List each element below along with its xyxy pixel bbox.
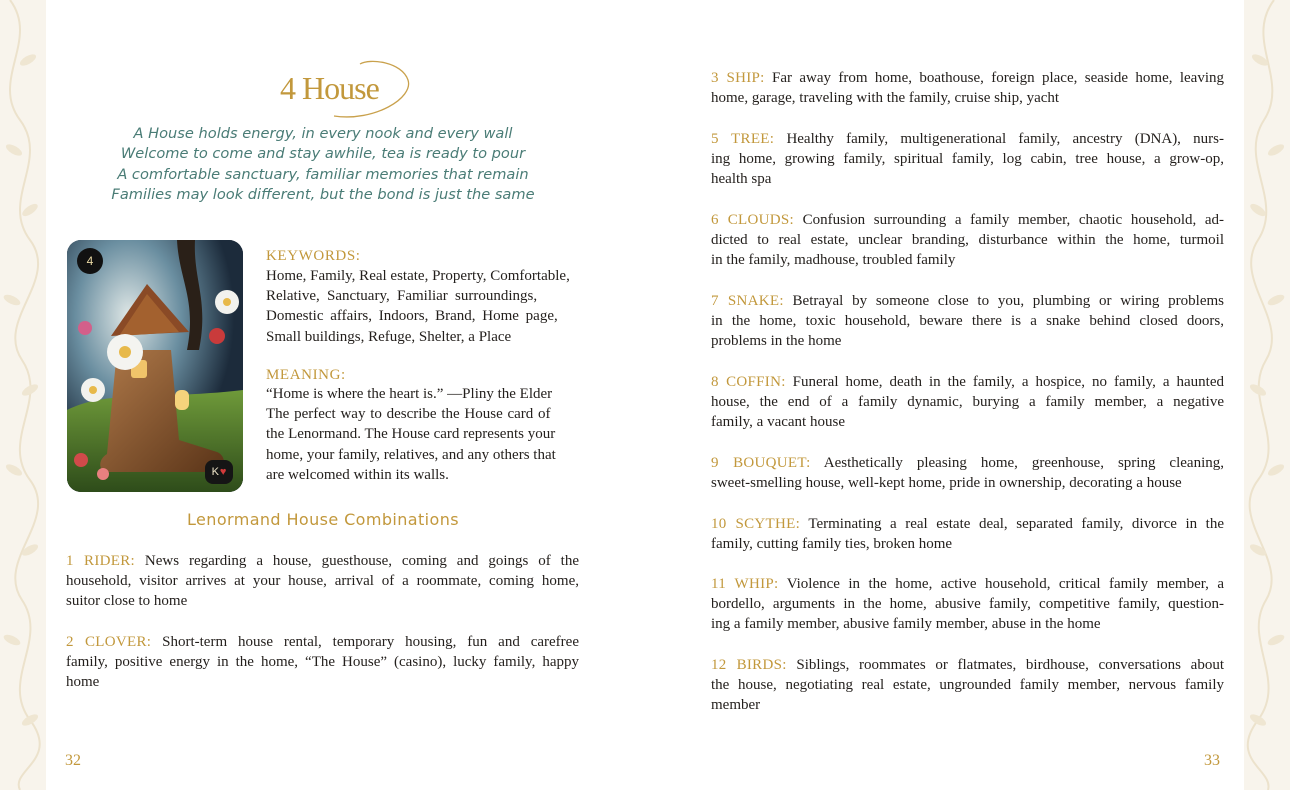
right-page <box>690 0 1244 790</box>
heart-suit-icon: ♥ <box>219 466 227 478</box>
meaning-line: home, your family, relatives, and any others that <box>266 446 556 463</box>
entry-line: ing a family member, abusive family member, abuse in the home <box>711 616 1101 633</box>
keywords-line: Domestic affairs, Indoors, Brand, Home page, <box>266 308 558 325</box>
combination-entry <box>711 655 1224 716</box>
combination-entry <box>66 632 579 693</box>
entry-text: Violence in the home, active household, critical family member, a <box>778 576 1224 592</box>
left-floral-border <box>0 0 46 790</box>
entry-line: in the home, toxic household, beware there is a snake behind closed doors, <box>711 313 1224 330</box>
keywords-section <box>266 246 579 347</box>
entry-line: ing home, growing family, spiritual family, log cabin, tree house, a grow-op, <box>711 151 1224 168</box>
entry-line: home <box>66 674 100 691</box>
entry-line: in the family, madhouse, troubled family <box>711 252 956 269</box>
entry-line: household, visitor arrives at your house, arrival of a roommate, coming home, <box>66 573 579 590</box>
poem-line: A House holds energy, in every nook and every wall <box>133 125 513 142</box>
entry-line: house, the end of a family dynamic, burying a family member, a negative <box>711 394 1224 411</box>
entry-line: bordello, arguments in the home, abusive family, competitive family, question- <box>711 596 1224 613</box>
page-title: 4 House <box>280 70 379 106</box>
entry-label: 8 COFFIN: <box>711 374 786 390</box>
entry-label: 12 BIRDS: <box>711 657 787 673</box>
entry-label: 10 SCYTHE: <box>711 516 801 532</box>
combination-entry <box>711 514 1224 554</box>
entry-text: Betrayal by someone close to you, plumbing or wiring problems <box>783 293 1224 309</box>
entry-label: 7 SNAKE: <box>711 293 784 309</box>
entry-label: 5 TREE: <box>711 131 775 147</box>
entry-text: Aesthetically pleasing home, greenhouse, spring cleaning, <box>810 455 1224 471</box>
meaning-line: The perfect way to describe the House card of <box>266 406 551 423</box>
entry-text: Confusion surrounding a family member, chaotic household, ad- <box>794 212 1225 228</box>
card-number-badge: 4 <box>77 248 103 274</box>
poem-line: A comfortable sanctuary, familiar memories that remain <box>117 165 529 183</box>
entry-line: dicted to real estate, unclear branding, disturbance within the home, turmoil <box>711 232 1224 249</box>
combination-entry <box>711 68 1224 108</box>
entry-label: 9 BOUQUET: <box>711 455 811 471</box>
entry-line: member <box>711 697 761 714</box>
meaning-text <box>266 384 579 485</box>
entry-line: health spa <box>711 171 772 188</box>
keywords-line: Relative, Sanctuary, Familiar surroundings, <box>266 288 538 305</box>
page-number: 32 <box>65 752 81 769</box>
right-floral-border <box>1244 0 1290 790</box>
poem-line: Welcome to come and stay awhile, tea is ready to pour <box>120 145 526 163</box>
entry-label: 6 CLOUDS: <box>711 212 795 228</box>
entry-text: Siblings, roommates or flatmates, birdhouse, conversations about <box>786 657 1224 673</box>
keywords-label: KEYWORDS: <box>266 248 361 264</box>
poem-line: Families may look different, but the bond is just the same <box>111 185 535 203</box>
combinations-heading: Lenormand House Combinations <box>187 510 459 529</box>
entry-text: Terminating a real estate deal, separated family, divorce in the <box>800 516 1224 532</box>
meaning-line: the Lenormand. The House card represents your <box>266 426 556 443</box>
entry-line: problems in the home <box>711 333 842 350</box>
meaning-line: “Home is where the heart is.” —Pliny the Elder <box>266 386 553 402</box>
entry-line: family, a vacant house <box>711 414 845 431</box>
meaning-line: are welcomed within its walls. <box>266 466 449 483</box>
keywords-line: Small buildings, Refuge, Shelter, a Place <box>266 328 512 345</box>
meaning-label: MEANING: <box>266 367 346 383</box>
entry-label: 11 WHIP: <box>711 576 779 592</box>
page-number: 33 <box>1204 752 1220 769</box>
entry-label: 3 SHIP: <box>711 70 765 86</box>
entry-line: suitor close to home <box>66 593 188 610</box>
combination-entry <box>711 372 1224 433</box>
keywords-line: Home, Family, Real estate, Property, Comfortable, <box>266 268 570 284</box>
entry-line: family, positive energy in the home, “The House” (casino), lucky family, happy <box>66 654 579 671</box>
left-page <box>46 0 621 790</box>
playing-card-corner <box>205 460 233 484</box>
card-title <box>274 58 414 122</box>
combination-entry <box>711 291 1224 352</box>
combination-entry <box>711 129 1224 190</box>
entry-text: Short-term house rental, temporary housing, fun and carefree <box>151 634 579 650</box>
entry-label: 1 RIDER: <box>66 553 135 569</box>
intro-poem <box>86 124 560 205</box>
card-rank: K <box>211 466 219 478</box>
entry-line: family, cutting family ties, broken home <box>711 536 953 553</box>
entry-text: Healthy family, multigenerational family, ancestry (DNA), nurs- <box>774 131 1224 147</box>
entry-line: home, garage, traveling with the family, cruise ship, yacht <box>711 90 1060 107</box>
combination-entry <box>66 551 579 612</box>
meaning-section <box>266 367 579 485</box>
entry-text: News regarding a house, guesthouse, coming and goings of the <box>134 553 579 569</box>
combination-entry <box>711 574 1224 635</box>
entry-text: Funeral home, death in the family, a hospice, no family, a haunted <box>785 374 1225 390</box>
keywords-text <box>266 266 579 347</box>
combination-entry <box>711 210 1224 271</box>
entry-line: the house, negotiating real estate, ungrounded family member, nervous family <box>711 677 1224 694</box>
house-card-image <box>67 240 243 492</box>
entry-label: 2 CLOVER: <box>66 634 152 650</box>
entry-text: Far away from home, boathouse, foreign place, seaside home, leaving <box>764 70 1225 86</box>
entry-line: sweet-smelling house, well-kept home, pride in ownership, decorating a house <box>711 475 1182 492</box>
combination-entry <box>711 453 1224 493</box>
